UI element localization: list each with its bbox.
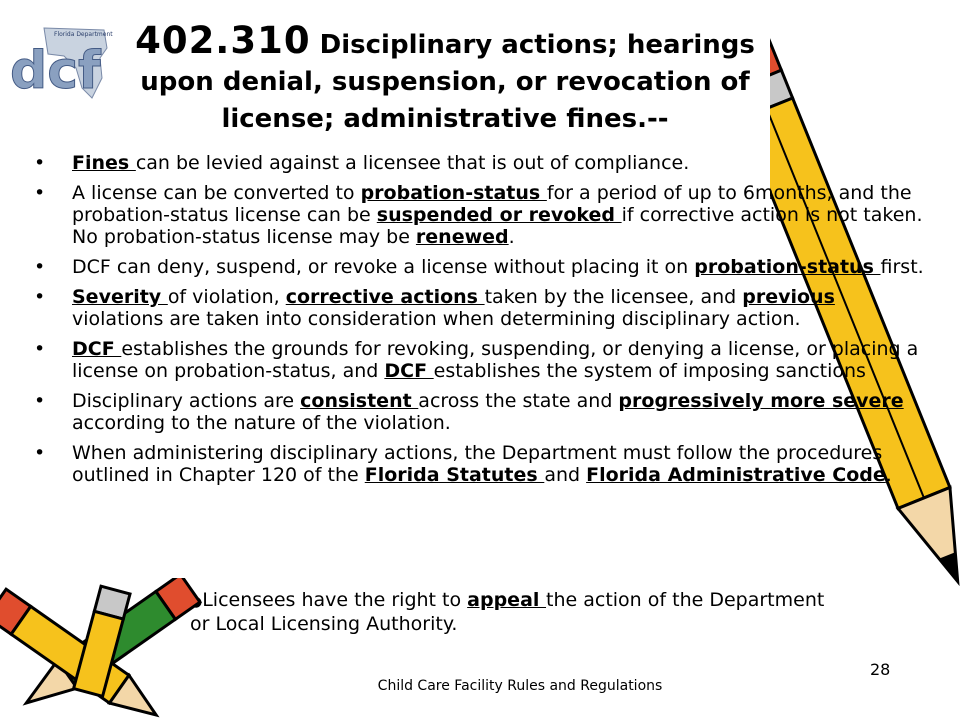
bullet-severity: • Severity of violation, corrective actions taken by the licensee, and previous violations are taken into consideration when determining disciplinary action. <box>30 286 930 330</box>
logo-text: Florida Department <box>54 31 113 38</box>
page-number: 28 <box>870 660 891 679</box>
bullet-procedures: • When administering disciplinary actions, the Department must follow the procedures outlined in Chapter 120 of the Florida Statutes and Florida Administrative Code. <box>30 442 930 486</box>
statute-number: 402.310 <box>135 19 311 62</box>
bullet-list <box>30 152 930 494</box>
sub-bullet-appeal: Licensees have the right to appeal the action of the Department or Local Licensing Authority. <box>190 589 825 635</box>
pencils-illustration-left <box>0 578 210 720</box>
bullet-consistent: • Disciplinary actions are consistent across the state and progressively more severe according to the nature of the violation. <box>30 390 930 434</box>
slide-footer: Child Care Facility Rules and Regulations <box>377 678 663 694</box>
bullet-grounds: • DCF establishes the grounds for revoking, suspending, or denying a license, or placing a license on probation-status, and DCF establishes the system of imposing sanctions <box>30 338 930 382</box>
bullet-deny: • DCF can deny, suspend, or revoke a license without placing it on probation-status first. <box>30 256 930 278</box>
bullet-probation: • A license can be converted to probation-status for a period of up to 6months, and the probation-status license can be suspended or revoked if corrective action is not taken. No probation-status license may be renewed. <box>30 182 930 248</box>
slide-title <box>95 19 795 138</box>
logo-letters: dcf <box>10 41 101 101</box>
bullet-fines: • Fines can be levied against a licensee that is out of compliance. <box>30 152 930 174</box>
title-text: Disciplinary actions; hearings upon denial, suspension, or revocation of license; administrative fines.-- <box>140 30 755 134</box>
